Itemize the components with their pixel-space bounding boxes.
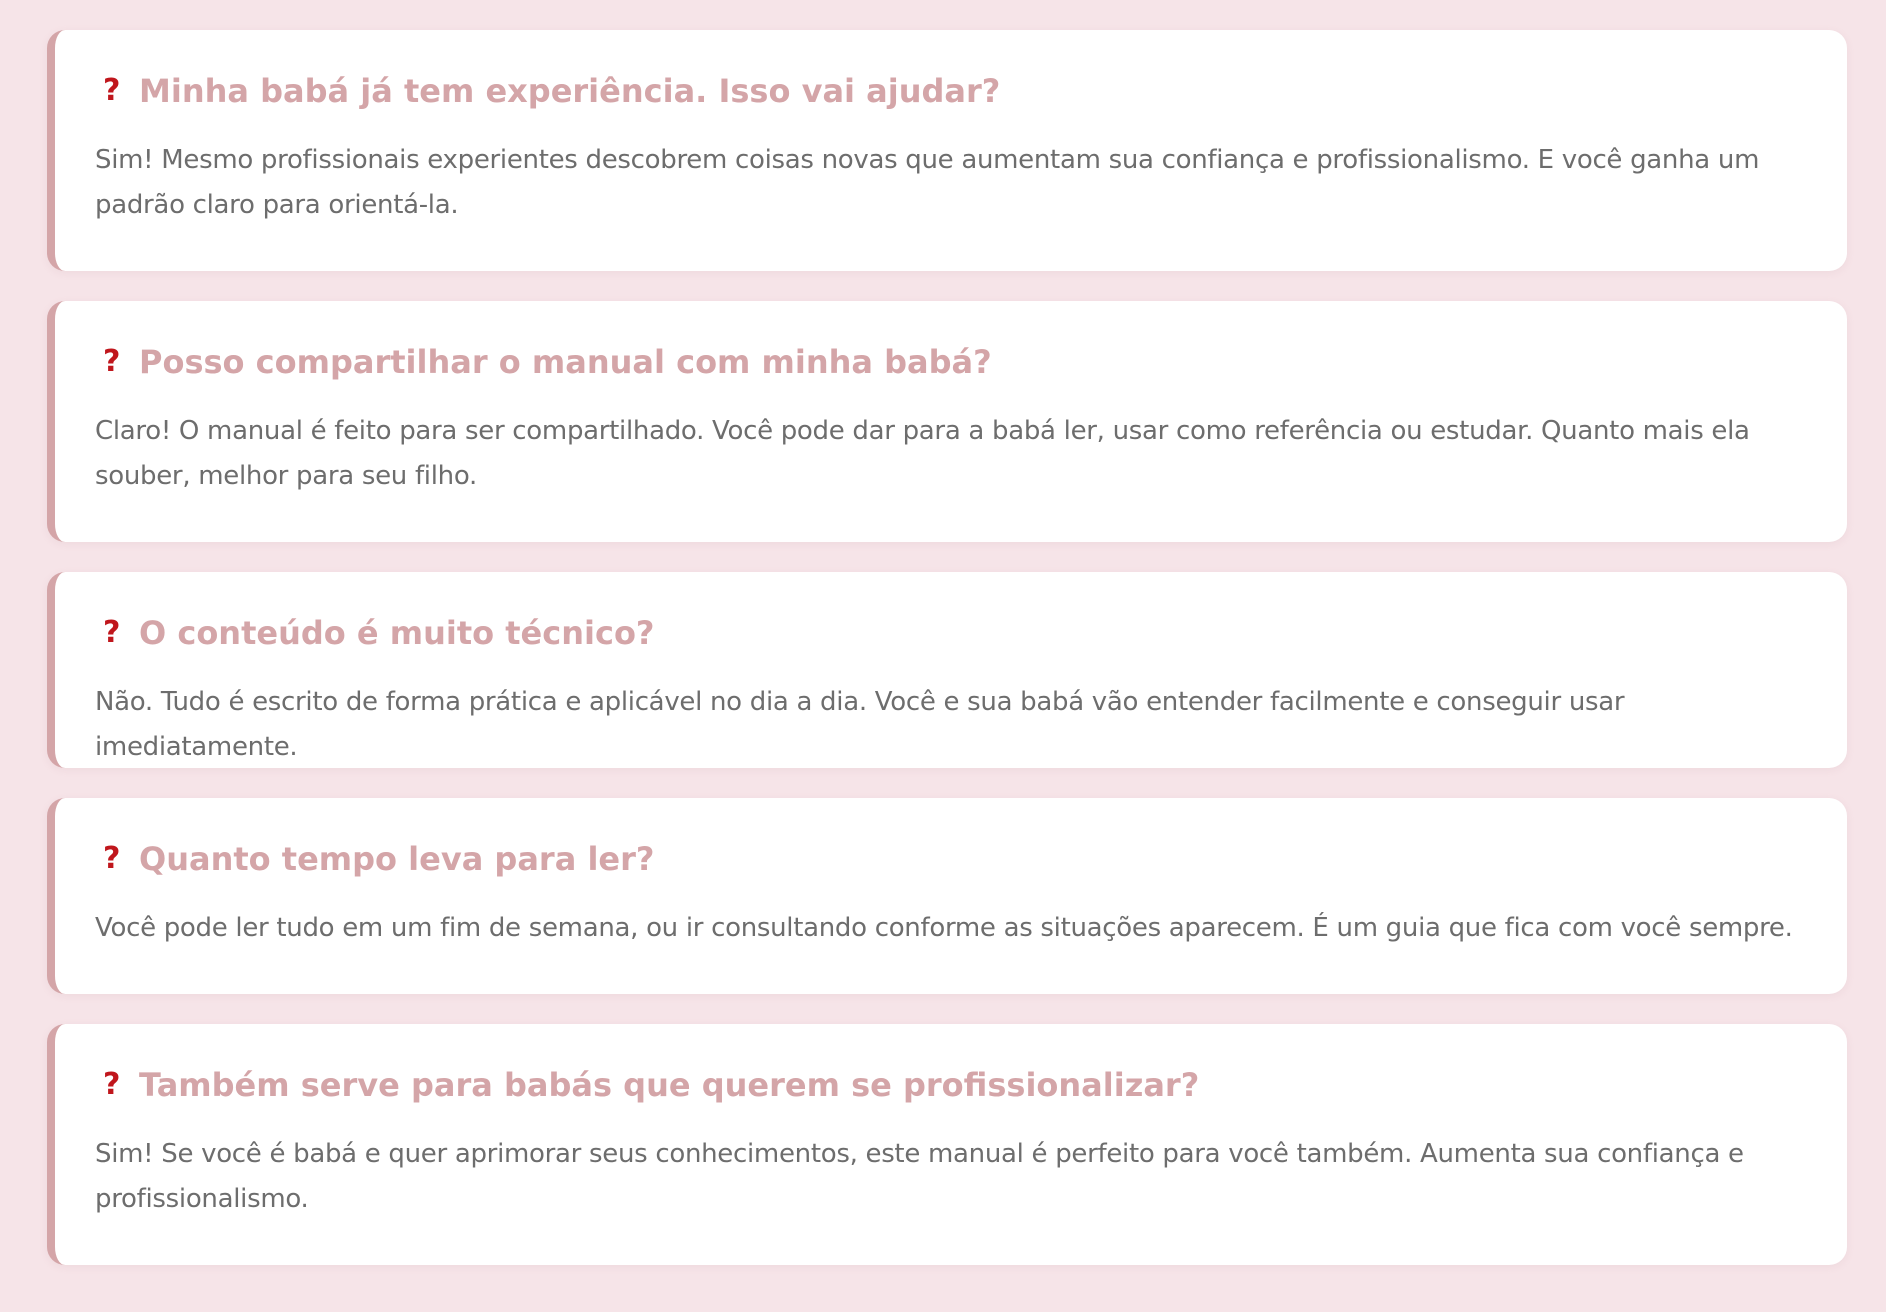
faq-question[interactable] bbox=[95, 1066, 1797, 1104]
faq-question[interactable] bbox=[95, 343, 1797, 381]
faq-question[interactable] bbox=[95, 840, 1797, 878]
question-mark-icon: ? bbox=[103, 1067, 121, 1103]
question-mark-icon: ? bbox=[103, 841, 121, 877]
faq-item[interactable] bbox=[47, 798, 1847, 994]
question-mark-icon: ? bbox=[103, 615, 121, 651]
faq-question-text: O conteúdo é muito técnico? bbox=[139, 614, 655, 652]
faq-answer: Claro! O manual é feito para ser compartilhado. Você pode dar para a babá ler, usar como referência ou estudar. Quanto mais ela souber, melhor para seu filho. bbox=[95, 416, 1750, 492]
question-mark-icon: ? bbox=[103, 344, 121, 380]
question-mark-icon: ? bbox=[103, 73, 121, 109]
faq-answer: Não. Tudo é escrito de forma prática e aplicável no dia a dia. Você e sua babá vão entender facilmente e conseguir usar imediatamente. bbox=[95, 687, 1625, 763]
faq-question-text: Posso compartilhar o manual com minha babá? bbox=[139, 343, 992, 381]
faq-answer: Sim! Se você é babá e quer aprimorar seus conhecimentos, este manual é perfeito para você também. Aumenta sua confiança e profissionalismo. bbox=[95, 1139, 1744, 1215]
faq-answer: Sim! Mesmo profissionais experientes descobrem coisas novas que aumentam sua confiança e profissionalismo. E você ganha um padrão claro para orientá-la. bbox=[95, 145, 1760, 221]
faq-question-text: Minha babá já tem experiência. Isso vai ajudar? bbox=[139, 72, 1001, 110]
faq-item[interactable] bbox=[47, 572, 1847, 768]
faq-item[interactable] bbox=[47, 30, 1847, 271]
faq-item[interactable] bbox=[47, 1024, 1847, 1265]
faq-question[interactable] bbox=[95, 614, 1797, 652]
faq-question-text: Também serve para babás que querem se profissionalizar? bbox=[139, 1066, 1200, 1104]
faq-item[interactable] bbox=[47, 301, 1847, 542]
faq-question[interactable] bbox=[95, 72, 1797, 110]
faq-answer: Você pode ler tudo em um fim de semana, ou ir consultando conforme as situações aparecem. É um guia que fica com você sempre. bbox=[95, 913, 1793, 944]
faq-question-text: Quanto tempo leva para ler? bbox=[139, 840, 655, 878]
